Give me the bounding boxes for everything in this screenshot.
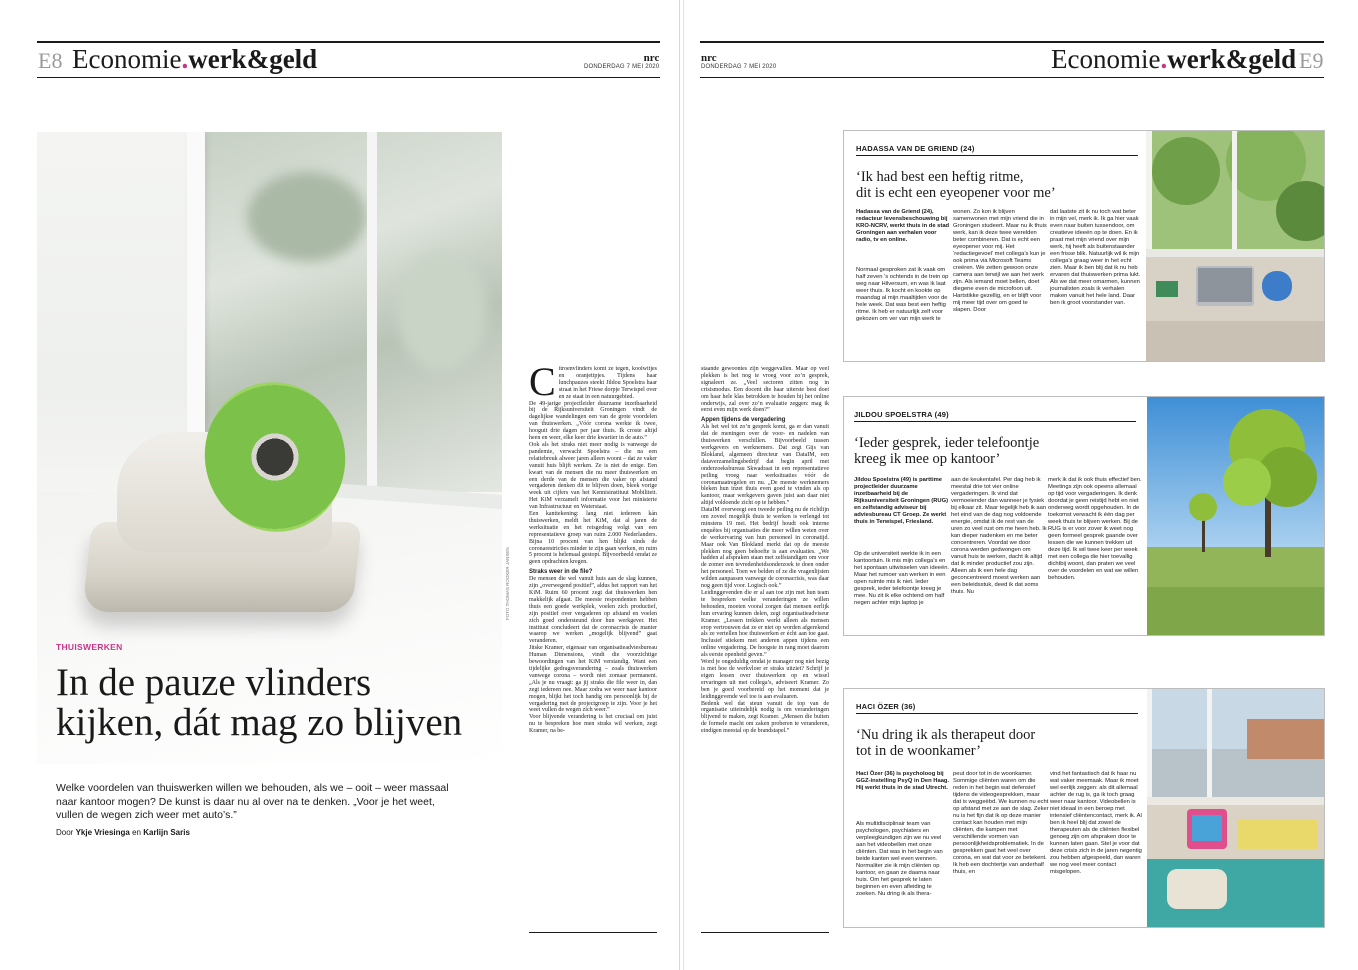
pull-quote: [854, 435, 1144, 467]
header-top-rule: [37, 41, 660, 43]
paragraph: De 49-jarige projectleider duurzame inzetbaarheid bij de Rijksuniversiteit Groningen vindt de dagelijkse wandelingen een van de grote voordelen van thuiswerken. „Vóór corona werkte ik twee, hooguit drie dagen per jaar thuis. Ik croste altijd heen en weer, elke keer drie kwartier in de auto.”: [529, 400, 657, 442]
interview-column: Normaal gesproken zat ik vaak om half zeven ’s ochtends in de trein op weg naar Hilversum, en was ik laat weer thuis. Ik kocht en kookte op maandag al mijn maaltijden voor de hele week. Dat was best een heftig ritme. Ik heb er natuurlijk zelf voor gekozen om ver van mijn werk te: [856, 267, 949, 322]
interview-lead: Hadassa van de Griend (24), redacteur levensbeschouwing bij KRO-NCRV, werkt thuis in de stad Groningen aan verhalen voor radio, tv en online.: [856, 209, 950, 243]
section-title: [72, 44, 317, 75]
subheading: Straks weer in de file?: [529, 569, 593, 576]
header-top-rule: [700, 41, 1324, 43]
page-number: E9: [1299, 48, 1324, 73]
section-title: [1051, 44, 1296, 75]
masthead: [584, 53, 659, 70]
quote-line: dit is echt een eyeopener voor me’: [856, 185, 1056, 201]
dropcap: C: [529, 366, 556, 404]
paragraph: Voor blijvende verandering is het cruciaal om juist nu te bespreken hoe men straks wil werken, zegt Kramer, na be-: [529, 714, 657, 735]
section-prefix: Economie: [72, 44, 182, 74]
interview-photo-living-room: [1147, 689, 1325, 928]
interview-column: wonen. Zo kon ik blijven samenwonen met mijn vriend die in Groningen studeert. Maar nu ik thuis werk, kan ik deze twee werelden beter combineren. Dat is echt een eyeopener voor mij. Het ‘redactiegevoel’ met collega’s kun je ook prima via Microsoft Teams creëren. We zetten gewoon onze camera aan terwijl we aan het werk zijn. Als iemand moet bellen, doet diegene even de microfoon uit. Hartstikke gezellig, en er blijft voor mij meer tijd over om goed te slapen. Door: [953, 209, 1047, 313]
nrc-logo: nrc: [643, 52, 660, 64]
interviewee-name: HADASSA VAN DE GRIEND (24): [856, 144, 975, 153]
interview-column: Op de universiteit werkte ik in een kantoortuin. Ik mis mijn collega’s en het spontaan uitwisselen van ideeën. Maar het rumoer van werken in een open ruimte mis ik niet. Ieder gesprek, ieder telefoontje kreeg je mee. Nu zit ik elke ochtend om half negen achter mijn laptop je: [854, 551, 950, 606]
quote-line: ‘Ieder gesprek, ieder telefoontje: [854, 435, 1040, 451]
nrc-logo: nrc: [701, 52, 717, 64]
quote-line: ‘Nu dring ik als therapeut door: [856, 727, 1036, 743]
interview-box-jildou: [843, 396, 1325, 636]
masthead-date: DONDERDAG 7 MEI 2020: [701, 64, 777, 70]
living-room-illustration: [1147, 689, 1325, 928]
section-dot: .: [1160, 44, 1168, 74]
masthead: [701, 53, 776, 70]
tape-dispenser: [87, 392, 367, 632]
photo-credit: FOTO THOMAS ROOKER JANSEN: [505, 547, 510, 620]
section-name: werk&geld: [188, 44, 318, 74]
paragraph: DataIM overweegt een tweede peiling nu de richtlijn om zoveel mogelijk thuis te werken is verlengd tot minstens 19 mei. Het bedrijf houdt ook interne enquêtes bij organisaties die meer willen weten over de werkervaring van hun personeel in coronatijd. Maar ook Van Blokland merkt dat op de meeste plekken nog geen behoefte is aan evaluaties. „We hadden al afspraken staan met zelfstandigen om voor de zomer een tevredenheidsonderzoek te doen onder het personeel. Toen we belden of ze die vragenlijsten wilden aanpassen vanwege de coronacrisis, was daar nog geen tijd voor. Logisch ook.”: [701, 507, 829, 590]
interview-box-haci: [843, 688, 1325, 928]
interview-column: Als multidisciplinair team van psychologen, psychiaters en verpleegkundigen zijn we nu veel aan het videobellen met onze cliënten. Dat was in het begin van beide kanten wel even wennen. Normaliter zie ik mijn cliënten op kantoor, en gaan ze daarna naar huis. Om het gesprek te laten beginnen en even afleiding te zoeken. Nu dring ik als thera-: [856, 821, 943, 897]
name-rule: [854, 421, 1136, 422]
article-column-1: [529, 366, 657, 918]
photo-blur: [247, 172, 367, 262]
spread-divider: [679, 0, 680, 970]
section-name: werk&geld: [1167, 44, 1297, 74]
subheading: Appen tijdens de vergadering: [701, 417, 786, 424]
quote-line: tot in de woonkamer’: [856, 743, 981, 759]
headline-line: kijken, dát mag zo blijven: [56, 701, 463, 744]
name-rule: [856, 713, 1138, 714]
article-intro: Welke voordelen van thuiswerken willen we behouden, als we – ooit – weer massaal naar kantoor mogen? De kunst is daar nu al over na te denken. „Voor je het weet, vullen de wegen zich weer met auto’s.”: [56, 782, 449, 821]
paragraph: Als het wel tot zo’n gesprek komt, ga er dan vanuit dat de meningen over de voor- en nadelen van thuiswerken verschillen. Bijvoorbeeld tussen werkgevers en werknemers. Dat zegt Gijs van Blokland, algemeen directeur van DataIM, een dataverzamelingsbedrijf dat begin april met onderzoeksbureau Skwadraat in een representatieve peiling vroeg naar werksituaties vóór de coronamaatregelen en nu. „De meeste werknemers bleken hun inzet thuis even goed te vinden als op kantoor, maar werkgevers gaven juist aan daar niet altijd voldoende zicht op te hebben.”: [701, 424, 829, 507]
interview-column: merk ik dat ik ook thuis effectief ben. Meetings zijn ook opeens allemaal op tijd voor vergaderingen. Ik denk doordat je geen reistijd hebt en niet onderweg wordt opgehouden. In de toekomst verwacht ik één dag per week thuis te blijven werken. Bij de RUG is er voor zover ik weet nog geen formeel gesprek gaande over lessen die we kunnen trekken uit deze tijd. Ik wil twee keer per week met een collega die hier toevallig dichtbij woont, dan praten we veel over de voordelen en wat we willen behouden.: [1048, 477, 1142, 581]
name-rule: [856, 155, 1138, 156]
masthead-date: DONDERDAG 7 MEI 2020: [584, 64, 660, 70]
paragraph: staande gewoontes zijn weggevallen. Maar op veel plekken is het nog te vroeg voor zo’n gesprek, signaleert ze. „Veel sectoren zitten nog in crisismodus. Een docent die haar uiterste best doet om haar hele klas betrokken te houden bij het online onderwijs, zal over zo’n evaluatie zeggen: mag ik eerst even mijn werk doen?”: [701, 366, 829, 414]
pull-quote: [856, 727, 1146, 759]
interview-column: peut door tot in de woonkamer. Sommige cliënten waren om die reden in het begin wat defensief tijdens de videogesprekken, maar dat is weggeëbd. We kunnen nu echt op afstand met ze aan de slag. Zeker nu is het fijn dat ik op deze manier contact kan houden met mijn cliënten, die kampen met verschillende vormen van persoonlijkheidsproblematiek. In de gesprekken gaat het veel over corona, en wat dat voor ze betekent. Ik heb een dochtertje van anderhalf thuis, en: [953, 771, 1049, 875]
page-gutter: [683, 0, 684, 970]
home-office-illustration: [1146, 131, 1325, 362]
interviewee-name: JILDOU SPOELSTRA (49): [854, 410, 949, 419]
author-name: Karlijn Saris: [143, 828, 190, 837]
article-kicker: THUISWERKEN: [56, 642, 123, 652]
photo-blur: [397, 252, 487, 372]
interview-lead: Jildou Spoelstra (49) is parttime projectleider duurzame inzetbaarheid bij de Rijksuniversiteit Groningen (RUG) en zelfstandig adviseur bij adviesbureau CT Groep. Ze werkt thuis in Terwispel, Friesland.: [854, 477, 949, 525]
interview-column: vind het fantastisch dat ik haar nu wat vaker meemaak. Maar ik moet wel eerlijk zeggen: als dit allemaal achter de rug is, ga ik toch graag weer naar kantoor. Videobellen is niet ideaal in een beroep met intensief cliëntencontact, merk ik. Al ben ik heel blij dat zowel de therapeuten als de cliënten flexibel genoeg zijn om afspraken door te kunnen laten gaan. Stel je voor dat deze crisis zich in de jaren negentig zou hebben afgespeeld, dan waren we nog veel meer contact misgelopen.: [1050, 771, 1142, 875]
author-name: Ykje Vriesinga: [75, 828, 130, 837]
column-end-rule: [701, 932, 829, 933]
column-end-rule: [529, 932, 657, 933]
byline-and: en: [132, 828, 141, 837]
section-prefix: Economie: [1051, 44, 1161, 74]
section-dot: .: [181, 44, 189, 74]
interview-column: aan de keukentafel. Per dag heb ik meestal drie tot vier online vergaderingen. Ik vind dat vermoeiender dan wanneer je fysiek bij elkaar zit. Maar tegelijk heb ik aan het eind van de dag nog voldoende energie, omdat ik de rest van de uren zo veel rust om me heen heb. Ik kan dieper nadenken en me beter concentreren. Voordat we door corona werden gedwongen om vanuit huis te werken, dacht ik altijd dat ik minder productief zou zijn. Alleen als ik een hele dag geconcentreerd moest werken aan een beleidsstuk, deed ik dat soms thuis. Nu: [951, 477, 1047, 595]
paragraph: itroenvlinders komt ze tegen, koolwitjes en oranjetipjes. Tijdens haar lunchpauzes steekt Jildou Spoelstra haar straat in het Friese dorpje Terwispel over en ze staat in een natuurgebied.: [558, 366, 657, 400]
interview-lead: Haci Özer (36) is psycholoog bij GGZ-instelling PsyQ in Den Haag. Hij werkt thuis in de stad Utrecht.: [856, 771, 950, 791]
header-bottom-rule: [37, 77, 660, 78]
landscape-illustration: [1147, 397, 1325, 636]
article-headline: [56, 663, 496, 743]
pull-quote: [856, 169, 1146, 201]
paragraph: Word je ongeduldig omdat je manager nog niet bezig is met hoe de werkvloer er straks uitziet? Schrijf je eigen lessen over thuiswerken op en wissel ervaringen uit met collega’s, adviseert Kramer. Zo ben je goed voorbereid op het moment dat je leidinggevende wel toe is aan evaluaren.: [701, 659, 829, 700]
interview-column: dat laatste zit ik nu toch wat beter in mijn vel, merk ik. Ik ga hier vaak even naar buiten tussendoor, om creatieve ideeën op te doen. En ik praat met mijn vriend over mijn werk, hij heeft als buitenstaander een frisse blik. Natuurlijk wil ik mijn collega’s graag weer in het echt zien. Maar ik ben blij dat ik nu heb ervaren dat thuiswerken prima lukt. Als we dat meer omarmen, kunnen journalisten zoals ik verhalen maken vanuit het hele land. Daar ben ik groot voorstander van.: [1050, 209, 1141, 306]
paragraph: Leidinggevenden die er al aan toe zijn met hun team te bespreken welke veranderingen ze willen behouden, moeten vooral zorgen dat mensen eerlijk hun ervaring kunnen delen, zegt organisatieadviseur Kramer. „Lessen trekken werkt alleen als mensen erop vertrouwen dat ze er niet op worden afgerekend als ze vertellen hoe thuiswerken er écht aan toe gaat. Inclusief stiekem met anderen appen tijdens een online vergadering. De hoogste in rang moet daarom als eerste openheid geven.”: [701, 590, 829, 659]
interview-box-hadassa: [843, 130, 1325, 362]
header-bottom-rule: [700, 77, 1324, 78]
interview-photo-home-office: [1146, 131, 1325, 362]
quote-line: kreeg ik mee op kantoor’: [854, 451, 1001, 467]
byline: [56, 828, 190, 837]
paragraph: Bedenk wel dat steun vanuit de top van de organisatie uiteindelijk nodig is om veranderingen blijvend te maken, zegt Kramer. „Mensen die buiten de formele macht om zaken proberen te veranderen, eindigen meestal op de brandstapel.”: [701, 700, 829, 735]
paragraph: De mensen die wel vanuit huis aan de slag kunnen, zijn „overwegend positief”, aldus het rapport van het KiM. Ruim 60 procent zegt dat thuiswerken hen makkelijk afgaat. De meeste respondenten hebben thuis een goede werkplek, voelen zich productief, zijn positief over vergaderen op afstand en voelen zich goed ondersteund door hun werkgever. Het instituut concludeert dat de coronacrisis de manier waarop we werken „mogelijk blijvend” gaat veranderen.: [529, 576, 657, 645]
paragraph: Een kanttekening: lang niet iedereen kán thuiswerken, meldt het KiM, dat al jaren de werksituatie en het reisgedrag volgt van een representatieve groep van ruim 2.000 Nederlanders. Bijna 10 procent van hen blijkt sinds de coronarestricties minder te zijn gaan werken, en ruim 5 procent is helemaal gestopt. Bijvoorbeeld omdat ze geen opdrachten kregen.: [529, 511, 657, 566]
interviewee-name: HACI ÖZER (36): [856, 702, 916, 711]
page-number: E8: [38, 48, 63, 73]
byline-prefix: Door: [56, 828, 74, 837]
headline-line: In de pauze vlinders: [56, 661, 372, 704]
paragraph: Jitske Kramer, eigenaar van organisatieadviesbureau Human Dimensions, vindt die voorzichtige bewoordingen van het KiM verstandig. Want een tijdelijke gedragsverandering – zoals thuiswerken vanwege corona – wordt niet zomaar permanent. „Als je nu vraagt: ga jij straks die file weer in, dan zegt iedereen nee. Maar zodra we weer naar kantoor mogen, blijkt het toch handig om persoonlijk bij de vergadering met de projectgroep te zijn. Voor je het weet vullen de wegen zich weer.”: [529, 645, 657, 714]
paragraph: Ook als het straks niet meer nodig is vanwege de pandemie, verwacht Spoelstra – die na een relatiebreuk alweer jaren alleen woont – dat ze vaker vanuit huis blijft werken. Ze is niet de enige. Een kwart van de mensen die nu meer thuiswerken en een derde van de mensen die vaker op afstand vergaderen denken dit te blijven doen, bleek vorige week uit cijfers van het Kennisinstituut Mobiliteit. Het KiM verzamelt informatie voor het ministerie van Infrastructuur en Waterstaat.: [529, 441, 657, 511]
photo-window-frame: [367, 132, 377, 512]
article-column-2: [701, 366, 829, 922]
quote-line: ‘Ik had best een heftig ritme,: [856, 169, 1024, 185]
interview-photo-landscape: [1147, 397, 1325, 636]
